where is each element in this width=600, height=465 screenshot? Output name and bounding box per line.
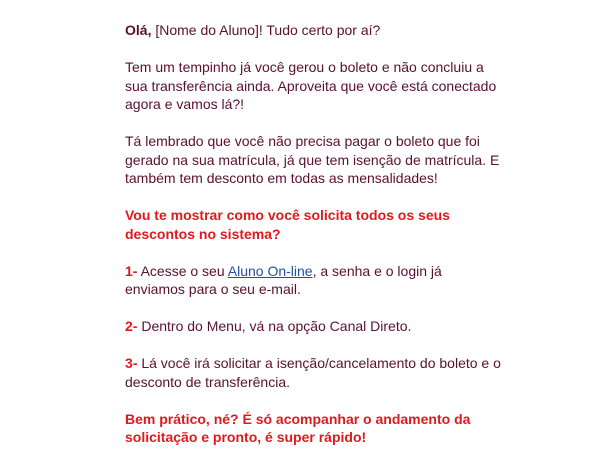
step-3-text: Lá você irá solicitar a isenção/cancelamento do boleto e o desconto de transferência.	[125, 355, 501, 390]
step-1-number: 1-	[125, 262, 138, 279]
step-3	[125, 354, 505, 391]
greeting-paragraph	[125, 21, 505, 40]
email-body	[125, 21, 505, 465]
highlight-question: Vou te mostrar como você solicita todos os seus descontos no sistema?	[125, 207, 450, 242]
step-1-text-after: , a senha e o login já enviamos para o seu e-mail.	[125, 262, 442, 297]
body-paragraph-2: Tá lembrado que você não precisa pagar o boleto que foi gerado na sua matrícula, já que tem isenção de matrícula. E também tem desconto em todas as mensalidades!	[125, 133, 500, 186]
aluno-online-link[interactable]: Aluno On-line	[227, 262, 313, 279]
greeting-text: [Nome do Aluno]! Tudo certo por aí?	[155, 22, 381, 38]
step-2	[125, 317, 505, 336]
step-1	[125, 262, 505, 299]
step-2-number: 2-	[125, 318, 138, 334]
step-3-number: 3-	[125, 355, 138, 371]
closing-paragraph: Bem prático, né? É só acompanhar o andamento da solicitação e pronto, é super rápido!	[125, 410, 471, 445]
greeting-prefix: Olá,	[125, 22, 156, 38]
step-1-text-before: Acesse o seu	[137, 262, 228, 279]
step-2-text: Dentro do Menu, vá na opção Canal Direto.	[137, 318, 412, 334]
body-paragraph-1: Tem um tempinho já você gerou o boleto e não concluiu a sua transferência ainda. Aproveita que você está conectado agora e vamos lá?!	[125, 59, 497, 112]
